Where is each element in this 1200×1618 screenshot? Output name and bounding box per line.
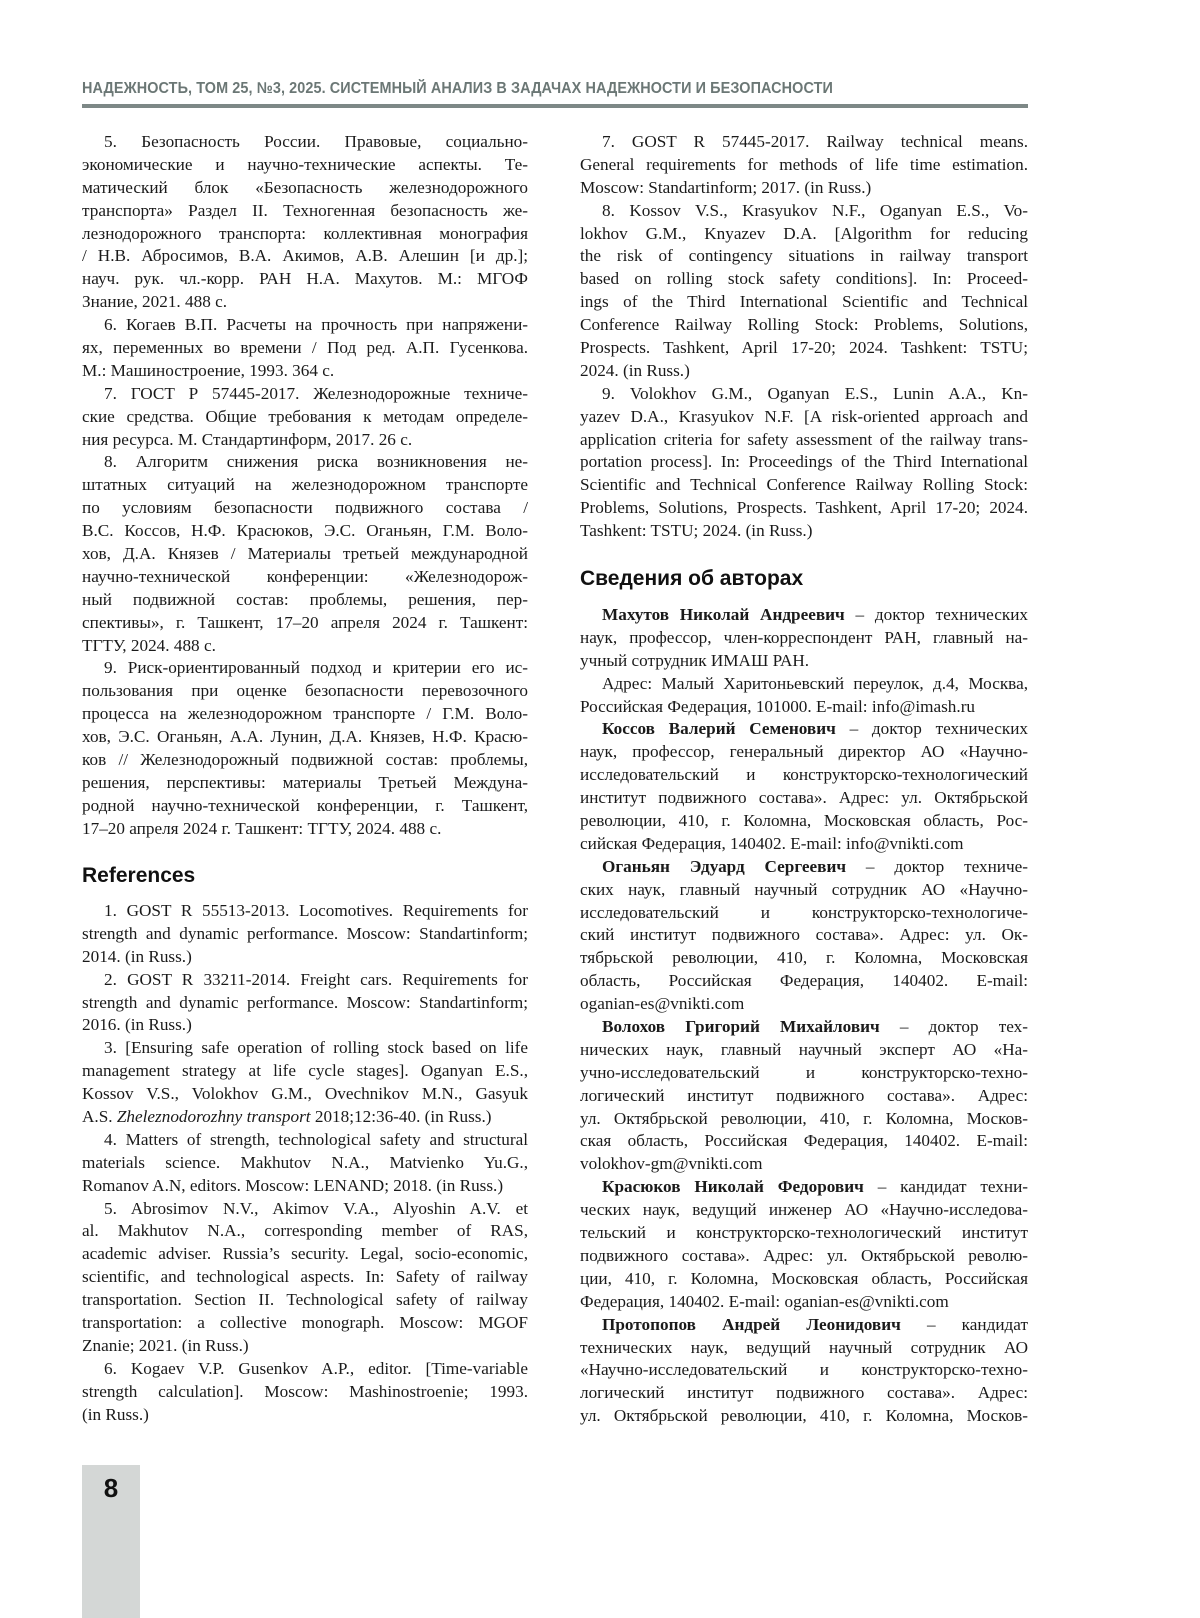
text-line: lokhov G.M., Knyazev D.A. [Algorithm for reducing [580, 223, 1028, 246]
text-line [580, 1176, 1028, 1199]
text-line: yazev D.A., Krasyukov N.F. [A risk-oriented approach and [580, 406, 1028, 429]
text-line: Знание, 2021. 488 с. [82, 291, 528, 314]
paragraph-entry [82, 451, 528, 657]
page-number-box [82, 1465, 140, 1618]
text-line: ТГТУ, 2024. 488 с. [82, 635, 528, 658]
text-line: based on rolling stock safety conditions]. In: Proceed- [580, 268, 1028, 291]
text-line: институт подвижного состава». Адрес: ул. Октябрьской [580, 787, 1028, 810]
text-line: ул. Октябрьской революции, 410, г. Коломна, Москов- [580, 1108, 1028, 1131]
text-line: transportation: a collective monograph. Moscow: MGOF [82, 1312, 528, 1335]
text-line: 8. Kossov V.S., Krasyukov N.F., Oganyan E.S., Vo- [580, 200, 1028, 223]
text-line: Федерация, 140402. E-mail: oganian-es@vnikti.com [580, 1291, 1028, 1314]
text-line: по условиям безопасности подвижного состава / [82, 497, 528, 520]
paragraph-entry [82, 383, 528, 452]
text-line: ков // Железнодорожный подвижной состав: проблемы, [82, 749, 528, 772]
text-line: Moscow: Standartinform; 2017. (in Russ.) [580, 177, 1028, 200]
text-line [82, 1106, 528, 1129]
paragraph-entry [580, 131, 1028, 200]
text-line: scientific, and technological aspects. In: Safety of railway [82, 1266, 528, 1289]
text-line: strength and dynamic performance. Moscow: Standartinform; [82, 992, 528, 1015]
paragraph-entry [82, 1037, 528, 1129]
text-line: 1. GOST R 55513-2013. Locomotives. Requirements for [82, 900, 528, 923]
paragraph-entry [82, 1129, 528, 1198]
text-line: сийская Федерация, 140402. E-mail: info@vnikti.com [580, 833, 1028, 856]
header-rule [82, 104, 1028, 108]
text-line: лезнодорожного транспорта: коллективная монография [82, 223, 528, 246]
text-segment: 2018;12:36-40. (in Russ.) [311, 1107, 492, 1126]
russian-references-continued [82, 131, 528, 841]
text-line: тябрьской революции, 410, г. Коломна, Московская [580, 947, 1028, 970]
text-line: portation process]. In: Proceedings of the Third International [580, 451, 1028, 474]
text-line: 4. Matters of strength, technological safety and structural [82, 1129, 528, 1152]
paragraph-entry [82, 131, 528, 314]
paragraph-entry [82, 314, 528, 383]
paragraph-entry [82, 900, 528, 969]
text-line: 2. GOST R 33211-2014. Freight cars. Requirements for [82, 969, 528, 992]
text-line [580, 1314, 1028, 1337]
author-name: Волохов Григорий Михайлович [602, 1017, 880, 1036]
text-line: хов, Э.С. Оганьян, А.А. Лунин, Д.А. Князев, Н.Ф. Красю- [82, 726, 528, 749]
text-line: Tashkent: TSTU; 2024. (in Russ.) [580, 520, 1028, 543]
text-line: транспорта» Раздел II. Техногенная безопасность же- [82, 200, 528, 223]
text-line: ская область, Российская Федерация, 140402. E-mail: [580, 1130, 1028, 1153]
text-line: ный подвижной состав: проблемы, решения, пер- [82, 589, 528, 612]
text-line: учно-исследовательский и конструкторско-техно- [580, 1062, 1028, 1085]
text-line: логический институт подвижного состава». Адрес: [580, 1382, 1028, 1405]
text-line: технических наук, ведущий научный сотрудник АО [580, 1337, 1028, 1360]
text-line: подвижного состава». Адрес: ул. Октябрьской револю- [580, 1245, 1028, 1268]
text-line: 2014. (in Russ.) [82, 946, 528, 969]
authors-list [580, 604, 1028, 1428]
paragraph-entry [580, 604, 1028, 673]
text-line: 9. Риск-ориентированный подход и критерии его ис- [82, 657, 528, 680]
text-line: «Научно-исследовательский и конструкторско-техно- [580, 1359, 1028, 1382]
text-line: Znanie; 2021. (in Russ.) [82, 1335, 528, 1358]
text-line: ский институт подвижного состава». Адрес: ул. Ок- [580, 924, 1028, 947]
author-name: Протопопов Андрей Леонидович [602, 1315, 901, 1334]
text-line: учный сотрудник ИМАШ РАН. [580, 650, 1028, 673]
text-line: исследовательский и конструкторско-технологический [580, 764, 1028, 787]
text-line: хов, Д.А. Князев / Материалы третьей международной [82, 543, 528, 566]
text-line: application criteria for safety assessment of the railway trans- [580, 429, 1028, 452]
text-line: штатных ситуаций на железнодорожном транспорте [82, 474, 528, 497]
paragraph-entry [82, 657, 528, 840]
paragraph-entry [580, 1176, 1028, 1313]
text-line: нических наук, главный научный эксперт АО «На- [580, 1039, 1028, 1062]
text-line: 5. Abrosimov N.V., Akimov V.A., Alyoshin A.V. et [82, 1198, 528, 1221]
text-line: 2024. (in Russ.) [580, 360, 1028, 383]
paragraph-entry [580, 1016, 1028, 1176]
author-name: Махутов Николай Андреевич [602, 605, 845, 624]
author-name: Коссов Валерий Семенович [602, 719, 836, 738]
text-line: 6. Когаев В.П. Расчеты на прочность при напряжени- [82, 314, 528, 337]
text-line [580, 856, 1028, 879]
paragraph-entry [82, 969, 528, 1038]
text-line: 5. Безопасность России. Правовые, социально- [82, 131, 528, 154]
text-segment: – доктор техниче- [846, 857, 1028, 876]
text-line: ул. Октябрьской революции, 410, г. Коломна, Москов- [580, 1405, 1028, 1428]
page-number: 8 [82, 1473, 140, 1504]
authors-heading: Сведения об авторах [580, 567, 803, 591]
text-line: materials science. Makhutov N.A., Matvienko Yu.G., [82, 1152, 528, 1175]
text-line: экономические и научно-технические аспекты. Те- [82, 154, 528, 177]
text-line: General requirements for methods of life time estimation. [580, 154, 1028, 177]
text-line: спективы», г. Ташкент, 17–20 апреля 2024 г. Ташкент: [82, 612, 528, 635]
text-line: strength calculation]. Moscow: Mashinostroenie; 1993. [82, 1381, 528, 1404]
text-segment: – доктор технических [836, 719, 1028, 738]
text-line: 3. [Ensuring safe operation of rolling stock based on life [82, 1037, 528, 1060]
english-references-continued [580, 131, 1028, 543]
text-line: революции, 410, г. Коломна, Московская область, Рос- [580, 810, 1028, 833]
text-line [580, 604, 1028, 627]
text-line: 17–20 апреля 2024 г. Ташкент: ТГТУ, 2024. 488 с. [82, 818, 528, 841]
text-segment: A.S. [82, 1107, 117, 1126]
text-line: management strategy at life cycle stages]. Oganyan E.S., [82, 1060, 528, 1083]
text-line: наук, профессор, член-корреспондент РАН, главный на- [580, 627, 1028, 650]
text-line: (in Russ.) [82, 1404, 528, 1427]
text-line: ские средства. Общие требования к методам определе- [82, 406, 528, 429]
paragraph-entry [580, 1314, 1028, 1428]
text-line: Российская Федерация, 101000. E-mail: info@imash.ru [580, 696, 1028, 719]
text-line: тельский и конструкторско-технологический институт [580, 1222, 1028, 1245]
paragraph-entry [82, 1358, 528, 1427]
text-line: наук, профессор, генеральный директор АО «Научно- [580, 741, 1028, 764]
text-line [580, 718, 1028, 741]
text-line: / Н.В. Абросимов, В.А. Акимов, А.В. Алешин [и др.]; [82, 245, 528, 268]
text-line: область, Российская Федерация, 140402. E-mail: [580, 970, 1028, 993]
text-segment: – доктор тех- [880, 1017, 1028, 1036]
text-line: Адрес: Малый Харитоньевский переулок, д.4, Москва, [580, 673, 1028, 696]
text-line: Conference Railway Rolling Stock: Problems, Solutions, [580, 314, 1028, 337]
text-line: 7. GOST R 57445-2017. Railway technical means. [580, 131, 1028, 154]
text-line: Kossov V.S., Volokhov G.M., Ovechnikov M.N., Gasyuk [82, 1083, 528, 1106]
journal-title: Zheleznodorozhny transport [117, 1107, 311, 1126]
text-line: ях, переменных во времени / Под ред. А.П. Гусенкова. [82, 337, 528, 360]
paragraph-entry [580, 673, 1028, 719]
text-line: матический блок «Безопасность железнодорожного [82, 177, 528, 200]
references-heading: References [82, 864, 195, 888]
author-name: Красюков Николай Федорович [602, 1177, 864, 1196]
text-line: 7. ГОСТ Р 57445-2017. Железнодорожные техниче- [82, 383, 528, 406]
text-line: 9. Volokhov G.M., Oganyan E.S., Lunin A.A., Kn- [580, 383, 1028, 406]
text-line: 6. Kogaev V.P. Gusenkov A.P., editor. [Time-variable [82, 1358, 528, 1381]
text-line: the risk of contingency situations in railway transport [580, 245, 1028, 268]
text-line: ческих наук, ведущий инженер АО «Научно-исследова- [580, 1199, 1028, 1222]
text-line: пользования при оценке безопасности перевозочного [82, 680, 528, 703]
text-line: transportation. Section II. Technological safety of railway [82, 1289, 528, 1312]
text-line: 8. Алгоритм снижения риска возникновения не- [82, 451, 528, 474]
text-line: volokhov-gm@vnikti.com [580, 1153, 1028, 1176]
text-line: oganian-es@vnikti.com [580, 993, 1028, 1016]
text-line: Problems, Solutions, Prospects. Tashkent, April 17-20; 2024. [580, 497, 1028, 520]
text-line: strength and dynamic performance. Moscow: Standartinform; [82, 923, 528, 946]
text-line: 2016. (in Russ.) [82, 1014, 528, 1037]
text-line: academic adviser. Russia’s security. Legal, socio-economic, [82, 1243, 528, 1266]
text-segment: – кандидат техни- [864, 1177, 1028, 1196]
paragraph-entry [580, 383, 1028, 543]
text-line: Romanov A.N, editors. Moscow: LENAND; 2018. (in Russ.) [82, 1175, 528, 1198]
text-line: научно-технической конференции: «Железнодорож- [82, 566, 528, 589]
text-segment: – доктор технических [845, 605, 1028, 624]
paragraph-entry [580, 856, 1028, 1016]
paragraph-entry [82, 1198, 528, 1358]
text-line: Prospects. Tashkent, April 17-20; 2024. Tashkent: TSTU; [580, 337, 1028, 360]
text-line: Scientific and Technical Conference Railway Rolling Stock: [580, 474, 1028, 497]
text-line: родной научно-технической конференции, г. Ташкент, [82, 795, 528, 818]
paragraph-entry [580, 718, 1028, 855]
text-line: ских наук, главный научный сотрудник АО «Научно- [580, 879, 1028, 902]
text-line: В.С. Коссов, Н.Ф. Красюков, Э.С. Оганьян, Г.М. Воло- [82, 520, 528, 543]
paragraph-entry [580, 200, 1028, 383]
author-name: Оганьян Эдуард Сергеевич [602, 857, 846, 876]
text-line: М.: Машиностроение, 1993. 364 с. [82, 360, 528, 383]
text-line: науч. рук. чл.-корр. РАН Н.А. Махутов. М.: МГОФ [82, 268, 528, 291]
text-segment: – кандидат [901, 1315, 1028, 1334]
text-line [580, 1016, 1028, 1039]
text-line: al. Makhutov N.A., corresponding member of RAS, [82, 1220, 528, 1243]
text-line: ings of the Third International Scientific and Technical [580, 291, 1028, 314]
running-header: НАДЕЖНОСТЬ, ТОМ 25, №3, 2025. СИСТЕМНЫЙ АНАЛИЗ В ЗАДАЧАХ НАДЕЖНОСТИ И БЕЗОПАСНОСТИ [82, 80, 962, 98]
text-line: решения, перспективы: материалы Третьей Междуна- [82, 772, 528, 795]
text-line: логический институт подвижного состава». Адрес: [580, 1085, 1028, 1108]
text-line: ции, 410, г. Коломна, Московская область, Российская [580, 1268, 1028, 1291]
text-line: процесса на железнодорожном транспорте / Г.М. Воло- [82, 703, 528, 726]
references-list [82, 900, 528, 1426]
text-line: ния ресурса. М. Стандартинформ, 2017. 26 с. [82, 429, 528, 452]
text-line: исследовательский и конструкторско-технологиче- [580, 902, 1028, 925]
